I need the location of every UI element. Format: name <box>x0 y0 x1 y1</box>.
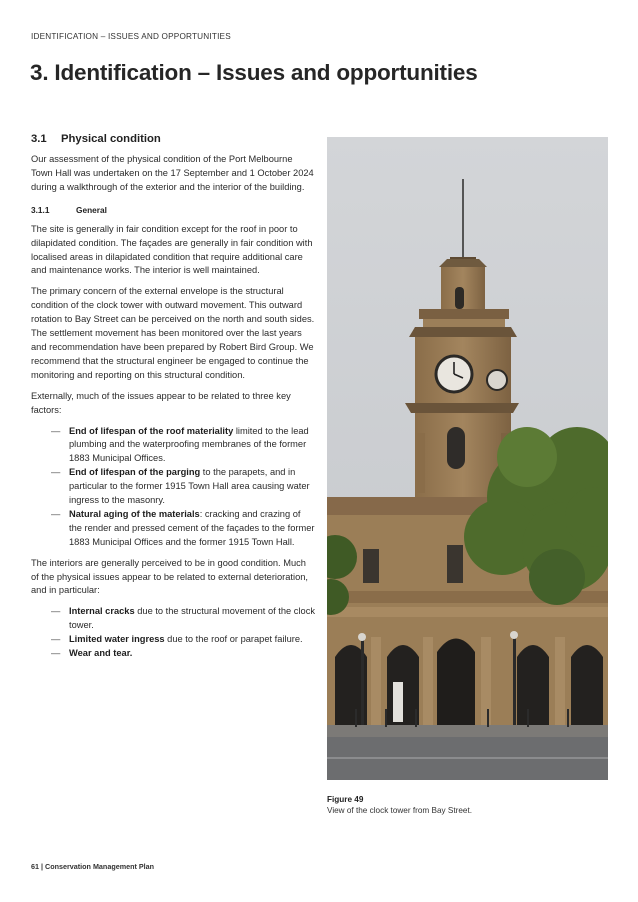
section-intro: Our assessment of the physical condition of the Port Melbourne Town Hall was undertaken on the 17 September and 1 October 2024 during a walkthrough of the exterior and the interior of the building. <box>31 154 314 192</box>
document-title: Conservation Management Plan <box>45 862 155 871</box>
dash-bullet: — <box>51 508 61 519</box>
dash-bullet: — <box>51 648 61 659</box>
list-item <box>31 466 315 508</box>
section-heading <box>31 133 315 145</box>
main-arch <box>437 639 475 728</box>
list-item-bold: Wear and tear. <box>69 648 133 659</box>
list-item-text: : cracking and crazing of the render and pressed cement of the façades to the former 1883 Municipal Offices and the former 1915 Town Hall. <box>69 508 315 547</box>
subsection-heading <box>31 205 315 215</box>
subsection-title: General <box>76 204 107 215</box>
page-number: 61 <box>31 862 39 871</box>
list-item <box>31 508 315 550</box>
paragraph-general-condition: The site is generally in fair condition except for the roof in poor to dilapidated condition. The façades are generally in fair condition with localised areas in dilapidated condition that require additional care and maintenance works. The interior is well maintained. <box>31 223 313 276</box>
figure-label: Figure 49 <box>327 795 364 804</box>
paragraph-structural-concern: The primary concern of the external envelope is the structural condition of the clock tower with outward movement. This outward rotation to Bay Street can be perceived on the north and south sides. The settlement movement has been monitored over the last years and recommendation have been prepared by Robert Bird Group. We recommend that the structural engineer be engaged to continue the monitoring and reporting on this structural condition. <box>31 286 315 380</box>
external-factors-list <box>31 425 315 550</box>
list-item <box>31 605 315 633</box>
flagpole <box>462 179 464 259</box>
footer-separator: | <box>39 862 46 871</box>
list-item-bold: Internal cracks <box>69 606 135 617</box>
list-item-bold: End of lifespan of the parging <box>69 467 201 478</box>
paragraph-interiors: The interiors are generally perceived to be in good condition. Much of the physical issues appear to be related to external deterioration, and in particular: <box>31 557 309 596</box>
dash-bullet: — <box>51 425 61 436</box>
list-item-bold: Limited water ingress <box>69 634 165 645</box>
list-item-bold: Natural aging of the materials <box>69 508 200 519</box>
list-item-bold: End of lifespan of the roof materiality <box>69 425 234 436</box>
figure-caption: View of the clock tower from Bay Street. <box>327 806 473 815</box>
section-title: Physical condition <box>61 133 161 145</box>
section-number: 3.1 <box>31 133 47 145</box>
interior-factors-list <box>31 605 315 661</box>
paragraph-external-factors-intro: Externally, much of the issues appear to be related to three key factors: <box>31 390 291 415</box>
page-footer <box>31 862 154 871</box>
running-head: IDENTIFICATION – ISSUES AND OPPORTUNITIES <box>31 32 231 41</box>
list-item <box>31 425 315 467</box>
list-item-text: due to the structural movement of the clock tower. <box>69 606 315 631</box>
list-item-text: due to the roof or parapet failure. <box>164 634 303 645</box>
clock-tower-photo <box>327 137 608 780</box>
chapter-title: 3. Identification – Issues and opportunities <box>30 60 478 85</box>
dash-bullet: — <box>51 467 61 478</box>
subsection-number: 3.1.1 <box>31 204 50 215</box>
list-item <box>31 647 315 661</box>
list-item-text: to the parapets, and in particular to the former 1915 Town Hall area causing water ingress to the masonry. <box>69 467 310 506</box>
list-item-text: limited to the lead plumbing and the waterproofing membranes of the former 1883 Municipal Offices. <box>69 425 309 464</box>
dash-bullet: — <box>51 634 61 645</box>
list-item <box>31 633 315 647</box>
dash-bullet: — <box>51 606 61 617</box>
text-column <box>31 133 315 668</box>
